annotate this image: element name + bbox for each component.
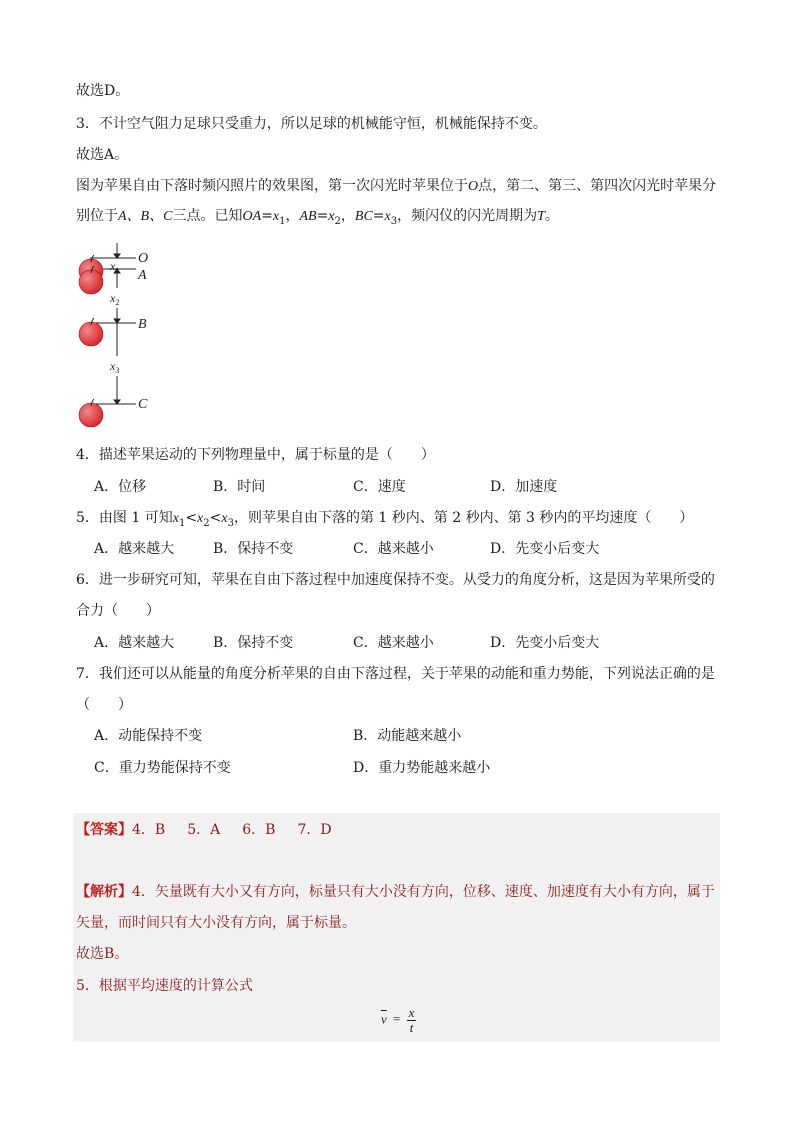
apple-icon bbox=[79, 255, 103, 294]
falling-apple-diagram bbox=[70, 238, 170, 430]
label-a: A bbox=[138, 268, 147, 283]
q6-option-b[interactable]: B．保持不变 bbox=[213, 635, 294, 651]
previous-answer: 故选D。 bbox=[76, 83, 130, 99]
q3-explanation: 3．不计空气阻力足球只受重力，所以足球的机械能守恒，机械能保持不变。 bbox=[76, 116, 547, 132]
q4-option-c[interactable]: C．速度 bbox=[353, 479, 406, 495]
apple-icon bbox=[79, 318, 103, 346]
label-c: C bbox=[138, 397, 148, 412]
answer-tag: 【答案】 bbox=[76, 822, 132, 838]
q6-option-c[interactable]: C．越来越小 bbox=[353, 635, 434, 651]
analysis-line-3: 故选B。 bbox=[76, 946, 129, 962]
analysis-line-4: 5．根据平均速度的计算公式 bbox=[76, 978, 253, 994]
q4-option-b[interactable]: B．时间 bbox=[213, 479, 266, 495]
intro-line-1: 图为苹果自由下落时频闪照片的效果图，第一次闪光时苹果位于O点，第二、第三、第四次闪光时苹果分 bbox=[76, 178, 717, 194]
intro-line-2: 别位于A、B、C三点。已知$OA=x_1$，$AB=x_2$，$BC=x_3$，频闪仪的闪光周期为T。 bbox=[76, 208, 559, 227]
label-x2: $x_2$ bbox=[110, 291, 120, 307]
q5-option-b[interactable]: B．保持不变 bbox=[213, 541, 294, 557]
q7-option-b[interactable]: B．动能越来越小 bbox=[353, 728, 462, 744]
q6-option-d[interactable]: D．先变小后变大 bbox=[490, 635, 600, 651]
answer-item: 4．B bbox=[132, 822, 166, 838]
q5-option-c[interactable]: C．越来越小 bbox=[353, 541, 434, 557]
q5-stem: 5．由图 1 可知$x_1<x_2<x_3$，则苹果自由下落的第 1 秒内、第 2 秒内、第 3 秒内的平均速度（ ） bbox=[76, 510, 694, 529]
q4-option-d[interactable]: D．加速度 bbox=[490, 479, 558, 495]
q7-stem-line-1: 7．我们还可以从能量的角度分析苹果的自由下落过程，关于苹果的动能和重力势能，下列说法正确的是 bbox=[76, 666, 715, 682]
answer-item: 6．B bbox=[242, 822, 276, 838]
q6-option-a[interactable]: A．越来越大 bbox=[94, 635, 175, 651]
q5-option-d[interactable]: D．先变小后变大 bbox=[490, 541, 600, 557]
answer-item: 7．D bbox=[297, 822, 332, 838]
q7-stem-line-2: （ ） bbox=[76, 697, 132, 713]
q7-option-d[interactable]: D．重力势能越来越小 bbox=[353, 760, 491, 776]
q7-option-c[interactable]: C．重力势能保持不变 bbox=[94, 760, 231, 776]
q3-answer: 故选A。 bbox=[76, 147, 129, 163]
analysis-line-2: 矢量，而时间只有大小没有方向，属于标量。 bbox=[76, 915, 356, 931]
q6-stem-line-1: 6．进一步研究可知，苹果在自由下落过程中加速度保持不变。从受力的角度分析，这是因为苹果所受的 bbox=[76, 572, 715, 588]
label-x3: $x_3$ bbox=[110, 359, 120, 375]
label-b: B bbox=[138, 317, 147, 332]
apple-icon bbox=[79, 399, 103, 427]
answer-item: 5．A bbox=[187, 822, 221, 838]
analysis-line-1: 【解析】4．矢量既有大小又有方向，标量只有大小没有方向，位移、速度、加速度有大小有方向，属于 bbox=[76, 884, 715, 900]
q6-stem-line-2: 合力（ ） bbox=[76, 603, 160, 619]
q4-option-a[interactable]: A．位移 bbox=[94, 479, 147, 495]
q5-option-a[interactable]: A．越来越大 bbox=[94, 541, 175, 557]
q4-stem: 4．描述苹果运动的下列物理量中，属于标量的是（ ） bbox=[76, 447, 435, 463]
q7-option-a[interactable]: A．动能保持不变 bbox=[94, 728, 203, 744]
average-velocity-formula: $\overline{v}$ = $\frac{x}{t}$ bbox=[381, 1005, 415, 1035]
answer-line bbox=[76, 820, 332, 840]
label-o: O bbox=[138, 251, 149, 266]
label-x1: $x_1$ bbox=[110, 259, 120, 275]
analysis-tag: 【解析】 bbox=[76, 884, 132, 900]
